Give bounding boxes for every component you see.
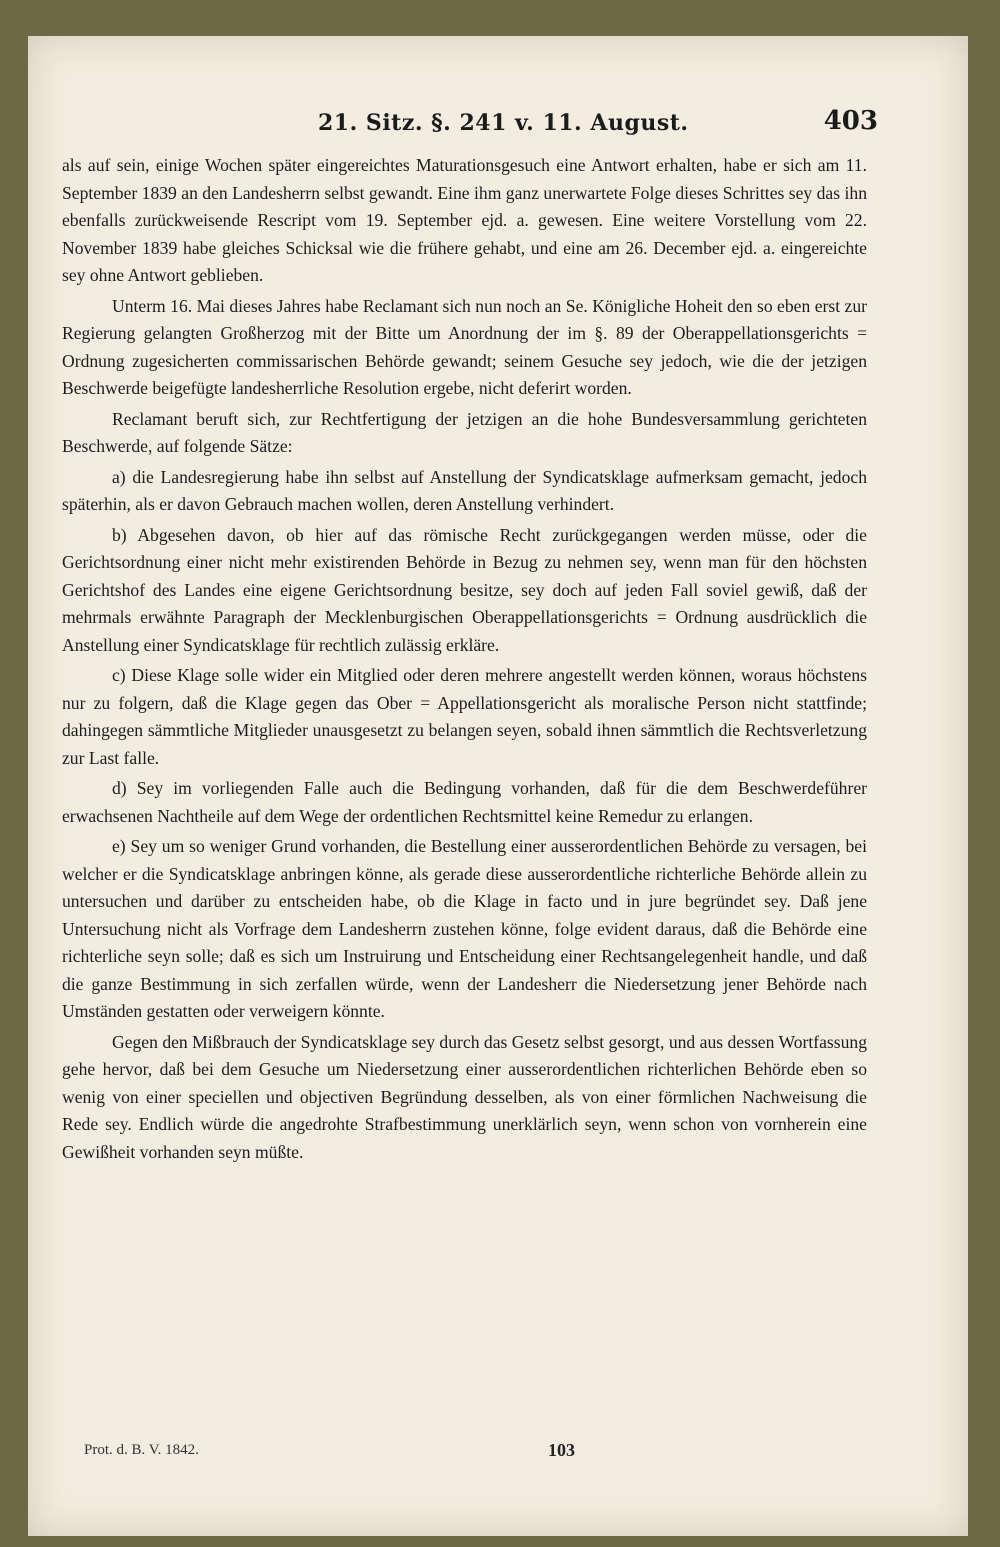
page-footer bbox=[28, 1436, 968, 1476]
sheet-number: 103 bbox=[548, 1440, 575, 1460]
list-item-a: a) die Landesregierung habe ihn selbst auf Anstellung der Syndicatsklage aufmerksam gemacht, jedoch späterhin, als er davon Gebrauch machen wollen, deren Anstellung verhindert. bbox=[62, 466, 867, 514]
list-item-c: c) Diese Klage solle wider ein Mitglied oder deren mehrere angestellt werden können, woraus höchstens nur zu folgern, daß die Klage gegen das Ober = Appellationsgericht als moralische Person nicht stattfinde; dahingegen sämmtliche Mitglieder unausgesetzt zu belangen seyen, sobald ihnen sämmtlich die Rechtsverletzung zur Last falle. bbox=[62, 665, 867, 768]
paragraph: Unterm 16. Mai dieses Jahres habe Reclamant sich nun noch an Se. Königliche Hoheit den so eben erst zur Regierung gelangten Großherzog mit der Bitte um Anordnung der im §. 89 der Oberappellationsgerichts = Ordnung zugesicherten commissarischen Behörde gewandt; seinem Gesuche sey jedoch, wie die der jetzigen Beschwerde beigefügte landesherrliche Resolution ergebe, nicht deferirt worden. bbox=[62, 295, 867, 398]
document-page bbox=[28, 36, 968, 1536]
printer-signature: Prot. d. B. V. 1842. bbox=[84, 1442, 199, 1458]
paragraph: Gegen den Mißbrauch der Syndicatsklage sey durch das Gesetz selbst gesorgt, und aus dessen Wortfassung gehe hervor, daß bei dem Gesuche um Niedersetzung einer ausserordentlichen richterlichen Behörde eben so wenig von einer speciellen und objectiven Begründung desselben, als von einer förmlichen Nachweisung die Rede sey. Endlich würde die angedrohte Strafbestimmung unerklärlich seyn, wenn schon von vornherein eine Gewißheit vorhanden seyn müßte. bbox=[62, 1031, 867, 1162]
list-item-d: d) Sey im vorliegenden Falle auch die Bedingung vorhanden, daß für die dem Beschwerdeführer erwachsenen Nachtheile auf dem Wege der ordentlichen Rechtsmittel keine Remedur zu erlangen. bbox=[62, 778, 867, 826]
paragraph-continuation: als auf sein, einige Wochen später eingereichtes Maturationsgesuch eine Antwort erhalten, habe er sich am 11. September 1839 an den Landesherrn selbst gewandt. Eine ihm ganz unerwartete Folge dieses Schrittes sey das ihn ebenfalls zurückweisende Rescript vom 19. September ejd. a. gewesen. Eine weitere Vorstellung vom 22. November 1839 habe gleiches Schicksal wie die frühere gehabt, und eine am 26. December ejd. a. eingereichte sey ohne Antwort geblieben. bbox=[62, 155, 867, 285]
list-item-b: b) Abgesehen davon, ob hier auf das römische Recht zurückgegangen werden müsse, oder die Gerichtsordnung einer nicht mehr existirenden Behörde in Bezug zu nehmen sey, wenn man für den höchsten Gerichtshof des Landes eine eigene Gerichtsordnung besitze, sey doch auf jeden Fall soviel gewiß, daß der mehrmals erwähnte Paragraph der Mecklenburgischen Oberappellationsgerichts = Ordnung ausdrücklich die Anstellung einer Syndicatsklage für rechtlich zulässig erkläre. bbox=[62, 524, 867, 655]
running-head: 21. Sitz. §. 241 v. 11. August. bbox=[318, 110, 689, 136]
page-number: 403 bbox=[823, 106, 878, 136]
paragraph: Reclamant beruft sich, zur Rechtfertigung der jetzigen an die hohe Bundesversammlung gerichteten Beschwerde, auf folgende Sätze: bbox=[62, 408, 867, 456]
list-item-e: e) Sey um so weniger Grund vorhanden, die Bestellung einer ausserordentlichen Behörde zu versagen, bei welcher er die Syndicatsklage anbringen könne, als gerade diese ausserordentliche richterliche Behörde allein zu untersuchen und darüber zu entscheiden habe, ob die Klage in facto und in jure begründet sey. Daß jene Untersuchung nicht als Vorfrage dem Landesherrn zustehen könne, folge evident daraus, daß die Behörde eine richterliche seyn solle; daß es sich um Instruirung und Entscheidung einer Rechtsangelegenheit handle, und daß die ganze Bestimmung in sich zerfallen würde, wenn der Landesherr die Niedersetzung jener Behörde nach Umständen gestatten oder verweigern könnte. bbox=[62, 836, 867, 1021]
page-header bbox=[28, 106, 968, 146]
body-text bbox=[62, 152, 867, 1169]
